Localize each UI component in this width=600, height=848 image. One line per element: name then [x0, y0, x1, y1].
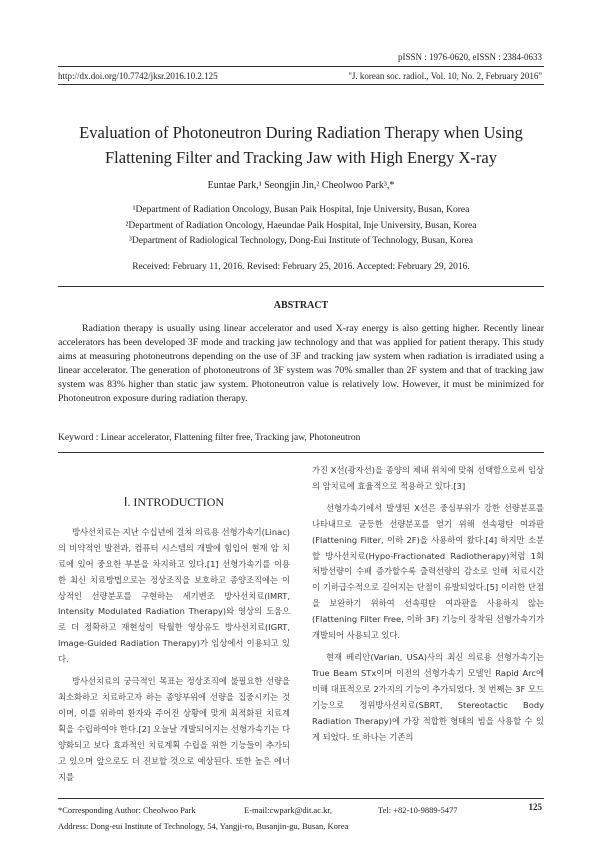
right-column — [312, 463, 544, 745]
abstract-top-rule — [58, 286, 544, 287]
affiliation-2: ²Department of Radiation Oncology, Haeundae Paik Hospital, Inje University, Busan, Korea — [125, 220, 477, 231]
affiliations — [58, 203, 544, 250]
doi-link[interactable]: http://dx.doi.org/10.7742/jksr.2016.10.2.125 — [58, 71, 218, 81]
body-paragraph: 선형가속기에서 발생된 X선은 중심부위가 강한 선량분포를 나타내므로 균등한 선량분포를 얻기 위해 선속평탄 여과판(Flattening Filter, 이하 2F)을 사용하여 왔다.[4] 하지만 소분할 방사선치료(Hypo-Fractionated Radiotherapy)처럼 1회 처방선량이 수배 증가할수록 출력선량의 감소로 인해 치료시간이 기하급수적으로 길어지는 단점이 유발되었다.[5] 이러한 단점을 보완하기 위하여 선속평탄 여과판을 사용하지 않는(Flattening Filter Free, 이하 3F) 기능이 장착된 선형가속기가 개발되어 사용되고 있다. — [312, 502, 544, 641]
body-paragraph: 현재 베리안(Varian, USA)사의 최신 의료용 선형가속기는 True Beam STx이며 이전의 선형가속기 모델인 Rapid Arc에 비해 대표적으로 2가지의 기능이 추가되었다. 첫 번째는 3F 모드 기능으로 정위방사선치료(SBRT, Stereotactic Body Radiation Therapy)에 가장 적합한 형태의 빔을 사용할 수 있게 되었다. 또 하나는 기존의 — [312, 651, 544, 742]
footnote — [58, 802, 544, 834]
received-dates: Received: February 11, 2016. Revised: February 25, 2016. Accepted: February 29, 2016. — [132, 262, 470, 272]
header-rule — [58, 66, 544, 67]
affiliation-3: ³Department of Radiological Technology, Dong-Eui Institute of Technology, Busan, Korea — [129, 236, 473, 246]
abstract-heading: ABSTRACT — [273, 300, 329, 311]
abstract-bottom-rule — [58, 452, 544, 453]
abstract-text: Radiation therapy is usually using linear accelerator and used X-ray energy is also getting higher. Recently linear accelerators has been developed 3F mode and tracking jaw technology and that was applied for patient therapy. This study aims at measuring photoneutrons depending on the use of 3F and tracking jaw system when radiation is irradiated using a linear accelerator. The generation of photoneutrons of 3F system was 70% smaller than 2F system and that of tracking jaw system was 83% higher than static jaw system. Photoneutron value is relatively low. However, it must be minimized for Photoneutron exposure during radiation therapy. — [58, 323, 544, 405]
section-heading-introduction: Ⅰ. INTRODUCTION — [123, 495, 225, 509]
issn-line: pISSN : 1976-0620, eISSN : 2384-0633 — [397, 52, 542, 62]
body-paragraph: 방사선치료는 지난 수십년에 걸쳐 의료용 선형가속기(Linac)의 비약적인 발전과, 컴퓨터 시스템의 개발에 힘입어 현재 암 치료에 있어 중요한 부분을 차지하고 있다.[1] 선형가속기를 이용한 최신 치료방법으로는 정상조직을 보호하고 종양조직에는 이상적인 선량분포를 구현하는 세기변조 방사선치료(IMRT, Intensity Modulated Radiation Therapy)와 영상의 도움으로 더 정확하고 재현성이 탁월한 영상유도 방사선치료(IGRT, Image-Guided Radiation Therapy)가 임상에서 이용되고 있다. — [58, 526, 290, 665]
affiliation-1: ¹Department of Radiation Oncology, Busan Paik Hospital, Inje University, Busan, Korea — [132, 205, 470, 215]
left-column — [58, 495, 290, 785]
author-email[interactable]: E-mail:cwpark@dit.ac.kr, — [244, 805, 332, 815]
body-paragraph: 방사선치료의 궁극적인 목표는 정상조직에 불필요한 선량을 최소화하고 치료하고자 하는 종양부위에 선량을 집중시키는 것이며, 이를 위하여 환자와 주어진 상황에 맞게 최적화된 치료계획을 수립하여야 한다.[2] 오늘날 개발되어지는 선형가속기는 다양화되고 보다 효과적인 치료계획 수립을 위한 기능들이 추가되고 있으며 앞으로도 더 진보할 것으로 예상된다. 또한 높은 에너지를 — [58, 676, 290, 782]
footnote-rule — [58, 798, 544, 799]
keyword-line: Keyword : Linear accelerator, Flattening filter free, Tracking jaw, Photoneutron — [58, 433, 361, 443]
author-list: Euntae Park,¹ Seongjin Jin,² Cheolwoo Park³,* — [207, 180, 395, 191]
author-phone: Tel: +82-10-9889-5477 — [378, 805, 458, 815]
author-address: Address: Dong-eui Institute of Technology, 54, Yangji-ro, Busanjin-gu, Busan, Korea — [58, 821, 349, 831]
corresponding-author: *Corresponding Author: Cheolwoo Park — [58, 805, 196, 815]
paper-title: Evaluation of Photoneutron During Radiation Therapy when Using Flattening Filter and Tracking Jaw with High Energy X-ray — [79, 123, 523, 167]
journal-citation: "J. korean soc. radiol., Vol. 10, No. 2, February 2016" — [348, 71, 542, 81]
header-rule-bottom — [58, 84, 544, 85]
body-paragraph: 가진 X선(광자선)을 종양의 체내 위치에 맞춰 선택함으로써 임상의 암치료에 효율적으로 적용하고 있다.[3] — [312, 465, 544, 491]
page-number: 125 — [528, 802, 542, 812]
